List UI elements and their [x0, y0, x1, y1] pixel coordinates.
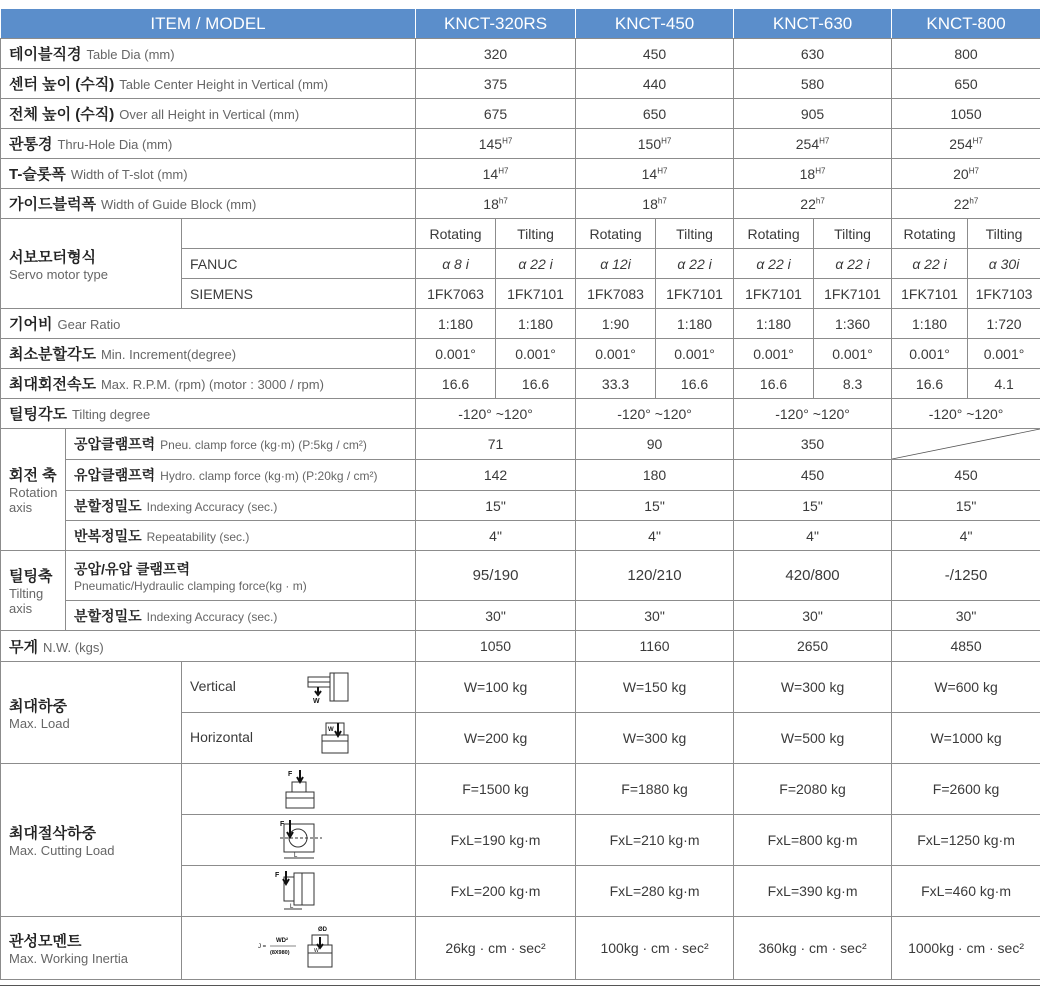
- cell: 2650: [734, 631, 892, 662]
- cell: W=500 kg: [734, 713, 892, 764]
- cell: 1FK7103: [968, 279, 1040, 309]
- cell: 4.1: [968, 369, 1040, 399]
- horizontal-label: Horizontal: [190, 728, 254, 745]
- cell: 1FK7101: [496, 279, 576, 309]
- cell: $254^{H7}$: [892, 129, 1040, 159]
- svg-text:W: W: [327, 727, 334, 733]
- row-pneu-clamp: [1, 429, 1040, 460]
- model-header: KNCT-450: [576, 9, 734, 39]
- row-label: 분할정밀도 Indexing Accuracy (sec.): [66, 491, 416, 521]
- row-label: 전체 높이 (수직) Over all Height in Vertical (mm): [1, 99, 416, 129]
- siemens-label: SIEMENS: [182, 279, 416, 309]
- cell: 1FK7083: [576, 279, 656, 309]
- cell: 4": [892, 521, 1040, 551]
- cell: F=1880 kg: [576, 764, 734, 815]
- cell: -120° ~120°: [416, 399, 576, 429]
- cell: α 30i: [968, 249, 1040, 279]
- cell: α 12i: [576, 249, 656, 279]
- row-thru-hole: [1, 129, 1040, 159]
- row-hydro-clamp: [1, 460, 1040, 491]
- cell: FxL=460 kg·m: [892, 866, 1040, 917]
- cell: 0.001°: [416, 339, 496, 369]
- row-servo-header: [1, 219, 1040, 249]
- row-label: 센터 높이 (수직) Table Center Height in Vertical (mm): [1, 69, 416, 99]
- cell: 8.3: [814, 369, 892, 399]
- cell: 4": [416, 521, 576, 551]
- cell: F=1500 kg: [416, 764, 576, 815]
- row-label: 무게 N.W. (kgs): [1, 631, 416, 662]
- cutting-moment-side-icon: [272, 869, 322, 913]
- cell: 30": [892, 601, 1040, 631]
- cell: 16.6: [892, 369, 968, 399]
- row-guide-block: [1, 189, 1040, 219]
- cut-icon-cell: [182, 866, 416, 917]
- cut-icon-cell: [182, 815, 416, 866]
- cell: α 22 i: [496, 249, 576, 279]
- cell: 1:180: [892, 309, 968, 339]
- max-load-label: 최대하중 Max. Load: [1, 662, 182, 764]
- cell: $22^{h7}$: [734, 189, 892, 219]
- row-label: 가이드블럭폭 Width of Guide Block (mm): [1, 189, 416, 219]
- cell: Rotating: [416, 219, 496, 249]
- cell: 1:180: [656, 309, 734, 339]
- cell: 100kg · cm · sec²: [576, 917, 734, 980]
- cell: 0.001°: [656, 339, 734, 369]
- cell: 33.3: [576, 369, 656, 399]
- svg-text:WD²: WD²: [276, 938, 288, 944]
- inertia-formula-icon: [256, 923, 366, 973]
- cell: 142: [416, 460, 576, 491]
- cell: $22^{h7}$: [892, 189, 1040, 219]
- cell: Tilting: [496, 219, 576, 249]
- row-overall-height: [1, 99, 1040, 129]
- cell: 15": [416, 491, 576, 521]
- horizontal-load-icon: [318, 719, 354, 757]
- row-load-vertical: [1, 662, 1040, 713]
- cell: Tilting: [814, 219, 892, 249]
- cell: 95/190: [416, 551, 576, 601]
- cell: Tilting: [656, 219, 734, 249]
- row-tilt-indexing: [1, 601, 1040, 631]
- cell: 350: [734, 429, 892, 460]
- cell: 450: [576, 39, 734, 69]
- cell: 1FK7101: [656, 279, 734, 309]
- cell: FxL=800 kg·m: [734, 815, 892, 866]
- cell: FxL=190 kg·m: [416, 815, 576, 866]
- cell: W=600 kg: [892, 662, 1040, 713]
- cell: α 22 i: [656, 249, 734, 279]
- cell: 1160: [576, 631, 734, 662]
- row-label: 최대회전속도 Max. R.P.M. (rpm) (motor : 3000 / rpm): [1, 369, 416, 399]
- cell: 1:90: [576, 309, 656, 339]
- cell: -/1250: [892, 551, 1040, 601]
- cell: 375: [416, 69, 576, 99]
- cell: W=300 kg: [734, 662, 892, 713]
- cell: α 22 i: [892, 249, 968, 279]
- cutting-load-label: 최대절삭하중 Max. Cutting Load: [1, 764, 182, 917]
- cell: 905: [734, 99, 892, 129]
- cell: FxL=200 kg·m: [416, 866, 576, 917]
- cell: 15": [576, 491, 734, 521]
- cell: 1:360: [814, 309, 892, 339]
- cell: Rotating: [892, 219, 968, 249]
- inertia-label: 관성모멘트 Max. Working Inertia: [1, 917, 182, 980]
- cell: 1:180: [734, 309, 814, 339]
- rotation-axis-label: 회전 축 Rotation axis: [1, 429, 66, 551]
- cell: 0.001°: [734, 339, 814, 369]
- cell: 580: [734, 69, 892, 99]
- cell: 0.001°: [496, 339, 576, 369]
- cell: Rotating: [576, 219, 656, 249]
- cell: α 22 i: [814, 249, 892, 279]
- row-label: T-슬롯폭 Width of T-slot (mm): [1, 159, 416, 189]
- cell: 420/800: [734, 551, 892, 601]
- cell: 15": [892, 491, 1040, 521]
- row-label: 유압클램프력 Hydro. clamp force (kg·m) (P:20kg / cm²): [66, 460, 416, 491]
- cell: W=150 kg: [576, 662, 734, 713]
- cell: 440: [576, 69, 734, 99]
- cell: 1:720: [968, 309, 1040, 339]
- cell: 450: [892, 460, 1040, 491]
- vertical-label: Vertical: [190, 677, 236, 694]
- cell: 16.6: [496, 369, 576, 399]
- servo-group-label: 서보모터형식 Servo motor type: [1, 219, 182, 309]
- cell: 800: [892, 39, 1040, 69]
- row-min-increment: [1, 339, 1040, 369]
- cell: 450: [734, 460, 892, 491]
- row-label: 관통경 Thru-Hole Dia (mm): [1, 129, 416, 159]
- row-label: 분할정밀도 Indexing Accuracy (sec.): [66, 601, 416, 631]
- row-tilt-clamp: [1, 551, 1040, 601]
- svg-text:L: L: [294, 853, 298, 859]
- cell: 16.6: [734, 369, 814, 399]
- cutting-moment-icon: [278, 818, 326, 862]
- cell: 30": [576, 601, 734, 631]
- row-label: 공압/유압 클램프력 Pneumatic/Hydraulic clamping force(kg · m): [66, 551, 416, 601]
- cell: $18^{H7}$: [734, 159, 892, 189]
- cell: 26kg · cm · sec²: [416, 917, 576, 980]
- header-row: [1, 9, 1040, 39]
- cell: 1000kg · cm · sec²: [892, 917, 1040, 980]
- bottom-rule: [0, 985, 1040, 986]
- model-header: KNCT-320RS: [416, 9, 576, 39]
- model-header: KNCT-630: [734, 9, 892, 39]
- row-gear-ratio: [1, 309, 1040, 339]
- row-max-rpm: [1, 369, 1040, 399]
- svg-text:(8X980): (8X980): [270, 950, 290, 956]
- cell: 650: [892, 69, 1040, 99]
- horizontal-cell: [182, 713, 416, 764]
- row-weight: [1, 631, 1040, 662]
- svg-text:F: F: [275, 872, 280, 879]
- row-label: 틸팅각도 Tilting degree: [1, 399, 416, 429]
- svg-text:L: L: [290, 904, 294, 910]
- cell: 1FK7101: [814, 279, 892, 309]
- cell: -120° ~120°: [734, 399, 892, 429]
- cell: 30": [416, 601, 576, 631]
- cell: 16.6: [656, 369, 734, 399]
- cell: 675: [416, 99, 576, 129]
- svg-text:W: W: [312, 698, 320, 705]
- vertical-load-icon: [304, 669, 352, 705]
- row-t-slot: [1, 159, 1040, 189]
- inertia-icon-cell: [182, 917, 416, 980]
- cell: -120° ~120°: [576, 399, 734, 429]
- cell: 4": [576, 521, 734, 551]
- vertical-cell: [182, 662, 416, 713]
- cell: 71: [416, 429, 576, 460]
- cell: 1:180: [416, 309, 496, 339]
- cell: $254^{H7}$: [734, 129, 892, 159]
- cell: 1050: [892, 99, 1040, 129]
- cell: $18^{h7}$: [576, 189, 734, 219]
- cell: 0.001°: [814, 339, 892, 369]
- fanuc-label: FANUC: [182, 249, 416, 279]
- spec-table: [0, 8, 1040, 980]
- cell: 1FK7101: [734, 279, 814, 309]
- cell: FxL=1250 kg·m: [892, 815, 1040, 866]
- cell: 30": [734, 601, 892, 631]
- row-label: 테이블직경 Table Dia (mm): [1, 39, 416, 69]
- cell: FxL=210 kg·m: [576, 815, 734, 866]
- svg-text:W: W: [314, 948, 319, 954]
- na-cell: [892, 429, 1040, 460]
- cell: 4850: [892, 631, 1040, 662]
- cell: Rotating: [734, 219, 814, 249]
- cell: $150^{H7}$: [576, 129, 734, 159]
- row-center-height: [1, 69, 1040, 99]
- model-header: KNCT-800: [892, 9, 1040, 39]
- cell: 1FK7063: [416, 279, 496, 309]
- cell: 16.6: [416, 369, 496, 399]
- cell: FxL=280 kg·m: [576, 866, 734, 917]
- cell: $20^{H7}$: [892, 159, 1040, 189]
- cell: $18^{h7}$: [416, 189, 576, 219]
- cell: 630: [734, 39, 892, 69]
- cell: $14^{H7}$: [576, 159, 734, 189]
- cell: α 22 i: [734, 249, 814, 279]
- cell: FxL=390 kg·m: [734, 866, 892, 917]
- cell: 0.001°: [968, 339, 1040, 369]
- svg-text:F: F: [280, 821, 285, 828]
- cell: 15": [734, 491, 892, 521]
- item-model-header: ITEM / MODEL: [1, 9, 416, 39]
- cell: 90: [576, 429, 734, 460]
- cell: 0.001°: [576, 339, 656, 369]
- cell: 120/210: [576, 551, 734, 601]
- cell: W=100 kg: [416, 662, 576, 713]
- row-table-dia: [1, 39, 1040, 69]
- cut-icon-cell: [182, 764, 416, 815]
- svg-text:F: F: [288, 771, 293, 778]
- cell: 320: [416, 39, 576, 69]
- row-tilting-degree: [1, 399, 1040, 429]
- cell: W=1000 kg: [892, 713, 1040, 764]
- cell: F=2080 kg: [734, 764, 892, 815]
- row-cut-f: [1, 764, 1040, 815]
- cell: $14^{H7}$: [416, 159, 576, 189]
- cell: W=300 kg: [576, 713, 734, 764]
- svg-text:J =: J =: [258, 944, 267, 950]
- cell: 0.001°: [892, 339, 968, 369]
- cell: 1050: [416, 631, 576, 662]
- tilting-axis-label: 틸팅축 Tilting axis: [1, 551, 66, 631]
- row-rot-indexing: [1, 491, 1040, 521]
- cell: F=2600 kg: [892, 764, 1040, 815]
- cell: 360kg · cm · sec²: [734, 917, 892, 980]
- blank-cell: [182, 219, 416, 249]
- cell: -120° ~120°: [892, 399, 1040, 429]
- svg-text:ØD: ØD: [318, 927, 327, 933]
- row-rot-repeat: [1, 521, 1040, 551]
- row-label: 공압클램프력 Pneu. clamp force (kg·m) (P:5kg / cm²): [66, 429, 416, 460]
- cell: α 8 i: [416, 249, 496, 279]
- cutting-force-icon: [282, 768, 318, 810]
- cell: 4": [734, 521, 892, 551]
- row-label: 기어비 Gear Ratio: [1, 309, 416, 339]
- row-label: 반복정밀도 Repeatability (sec.): [66, 521, 416, 551]
- cell: 180: [576, 460, 734, 491]
- cell: 1:180: [496, 309, 576, 339]
- cell: $145^{H7}$: [416, 129, 576, 159]
- row-inertia: [1, 917, 1040, 980]
- cell: Tilting: [968, 219, 1040, 249]
- cell: W=200 kg: [416, 713, 576, 764]
- cell: 650: [576, 99, 734, 129]
- row-label: 최소분할각도 Min. Increment(degree): [1, 339, 416, 369]
- cell: 1FK7101: [892, 279, 968, 309]
